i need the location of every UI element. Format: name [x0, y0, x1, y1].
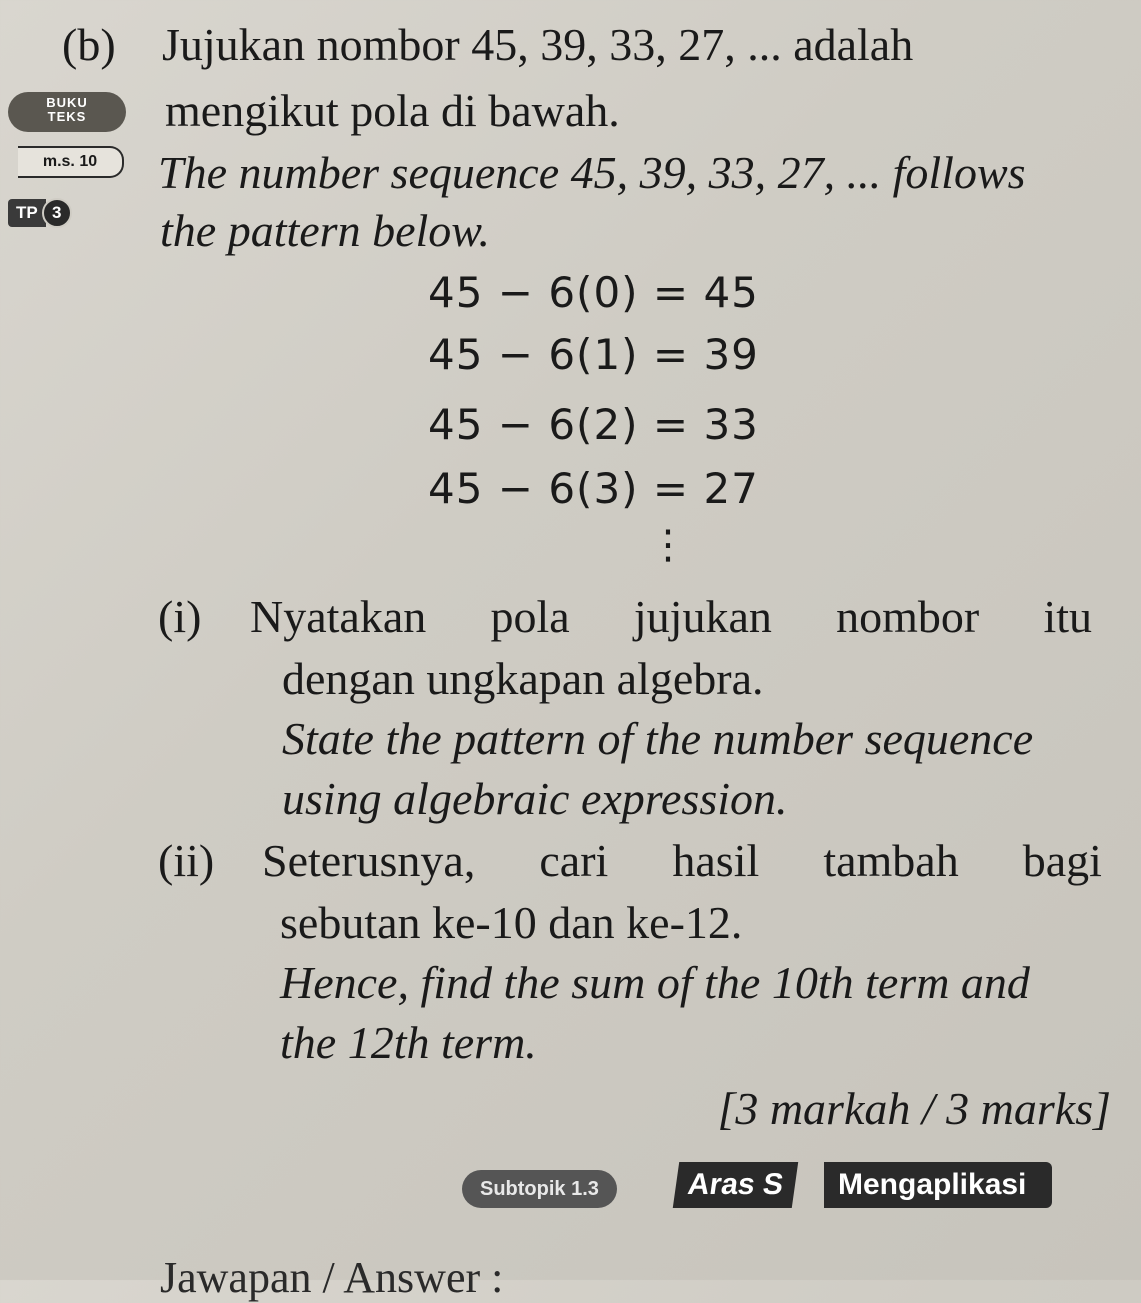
- tp-level-icon: 3: [42, 198, 72, 228]
- level-label: Aras S: [685, 1168, 786, 1201]
- page-ref-badge: [18, 146, 124, 178]
- question-malay-line1: Jujukan nombor 45, 39, 33, 27, ... adalah: [162, 19, 914, 70]
- part-b-label: (b): [62, 19, 116, 70]
- question-english-line2: the pattern below.: [160, 205, 491, 256]
- part-i-label: (i): [158, 591, 202, 642]
- part-ii-english-line2: the 12th term.: [280, 1017, 537, 1068]
- part-i-word: pola: [490, 591, 570, 642]
- subtopic-badge: [462, 1170, 617, 1208]
- page-ref-label: m.s. 10: [42, 153, 98, 170]
- question-malay-line2: mengikut pola di bawah.: [165, 85, 620, 136]
- part-i-english-line1: State the pattern of the number sequence: [282, 713, 1034, 764]
- level-badge: [673, 1162, 799, 1208]
- textbook-badge-label: BUKU TEKS: [46, 95, 88, 124]
- part-ii-malay-line1: [262, 834, 1102, 887]
- part-ii-word: hasil: [672, 835, 760, 886]
- part-i-word: nombor: [836, 591, 980, 642]
- equation-1: 45 − 6(1) = 39: [428, 330, 759, 379]
- part-i-malay-line2: dengan ungkapan algebra.: [282, 653, 764, 704]
- part-ii-label: (ii): [158, 835, 215, 886]
- part-ii-word: tambah: [823, 835, 959, 886]
- part-ii-english-line1: Hence, find the sum of the 10th term and: [280, 957, 1030, 1008]
- part-i-english-line2: using algebraic expression.: [282, 773, 788, 824]
- question-english-line1: The number sequence 45, 39, 33, 27, ... follows: [158, 147, 1026, 198]
- vertical-dots: ⋮: [648, 522, 689, 568]
- part-ii-word: bagi: [1022, 835, 1102, 886]
- equation-0: 45 − 6(0) = 45: [428, 268, 759, 317]
- subtopic-label: Subtopik 1.3: [480, 1178, 599, 1200]
- tp-badge: [8, 198, 72, 232]
- part-i-word: itu: [1043, 591, 1092, 642]
- answer-label: Jawapan / Answer :: [160, 1253, 504, 1302]
- level-name-label: Mengaplikasi: [838, 1168, 1027, 1201]
- equation-2: 45 − 6(2) = 33: [428, 400, 759, 449]
- part-ii-word: cari: [539, 835, 609, 886]
- equation-3: 45 − 6(3) = 27: [428, 464, 759, 513]
- part-ii-word: Seterusnya,: [262, 835, 476, 886]
- tp-label: TP: [8, 199, 46, 227]
- marks-label: [3 markah / 3 marks]: [717, 1083, 1111, 1134]
- level-name-badge: [824, 1162, 1052, 1208]
- part-ii-malay-line2: sebutan ke-10 dan ke-12.: [280, 897, 743, 948]
- textbook-badge: [8, 92, 126, 132]
- part-i-word: jujukan: [633, 591, 772, 642]
- part-i-word: Nyatakan: [250, 591, 427, 642]
- part-i-malay-line1: [250, 590, 1092, 643]
